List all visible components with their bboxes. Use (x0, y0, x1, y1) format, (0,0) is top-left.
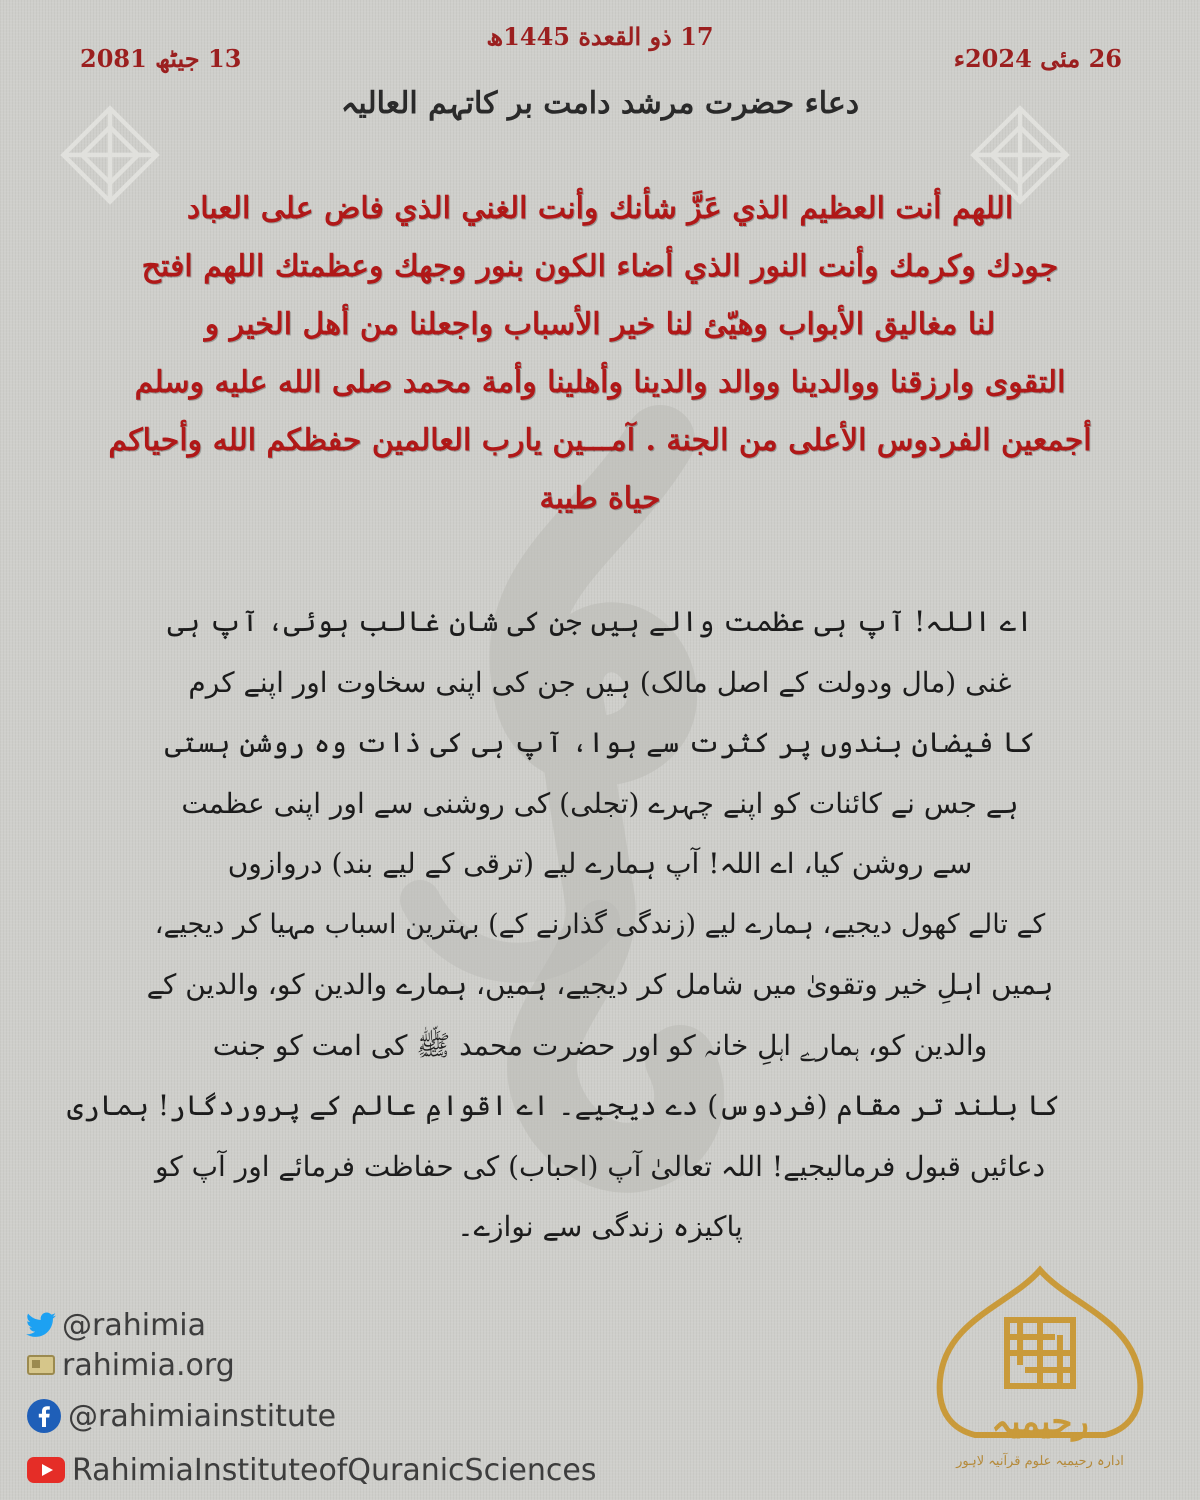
urdu-line: کا بلند تر مقام (فردوس) دے دیجیے۔ اے اقوامِ عالم کے پروردگار! ہماری (66, 1089, 1060, 1122)
page-title: دعاء حضرت مرشد دامت بر کاتہم العالیہ (340, 86, 860, 121)
gregorian-date: 26 مئی 2024ء (953, 44, 1122, 73)
facebook-link[interactable] (26, 1396, 336, 1436)
twitter-link[interactable] (26, 1305, 206, 1345)
urdu-line: کا فیضان بندوں پر کثرت سے ہوا، آپ ہی کی ذات وہ روشن ہستی (164, 726, 1036, 759)
arabic-line: جودك وكرمك وأنت النور الذي أضاء الكون بنور وجهك وعظمتك اللهم افتح (141, 249, 1059, 284)
youtube-channel: RahimiaInstituteofQuranicSciences (72, 1452, 597, 1488)
hijri-date: 17 ذو القعدة 1445ھ (486, 22, 714, 51)
svg-text:رحیمیہ: رحیمیہ (991, 1402, 1089, 1442)
youtube-link[interactable] (26, 1450, 596, 1490)
website-url: rahimia.org (62, 1347, 235, 1383)
youtube-icon (26, 1456, 66, 1484)
arabic-line: اللهم أنت العظيم الذي عَزَّ شأنك وأنت الغني الذي فاض على العباد (186, 191, 1014, 226)
arabic-dua (80, 180, 1120, 528)
logo-name (991, 1402, 1089, 1442)
rahimia-logo (915, 1265, 1165, 1495)
urdu-line: اے اللہ! آپ ہی عظمت والے ہیں جن کی شان غالب ہوئی، آپ ہی (167, 605, 1033, 638)
website-link[interactable] (26, 1345, 235, 1385)
arabic-line: حياة طيبة (539, 481, 661, 516)
arabic-line: أجمعين الفردوس الأعلى من الجنة . آمـــين يارب العالمين حفظكم الله وأحياكم (108, 423, 1092, 458)
arabic-line: لنا مغاليق الأبواب وهيّئ لنا خير الأسباب واجعلنا من أهل الخير و (204, 307, 996, 342)
twitter-icon (26, 1312, 56, 1338)
urdu-line: ہے جس نے کائنات کو اپنے چہرے (تجلی) کی روشنی سے اور اپنی عظمت (181, 786, 1019, 820)
urdu-line: پاکیزہ زندگی سے نوازے۔ (457, 1210, 743, 1243)
facebook-icon (26, 1398, 62, 1434)
twitter-handle: @rahimia (62, 1307, 207, 1343)
bikrami-date: 13 جیٹھ 2081 (80, 44, 242, 73)
web-icon (26, 1353, 56, 1377)
urdu-translation (66, 592, 1060, 1258)
facebook-handle: @rahimiainstitute (68, 1398, 337, 1434)
svg-text:ادارہ رحیمیہ علوم قرآنیہ لاہور: ادارہ رحیمیہ علوم قرآنیہ لاہور (956, 1454, 1124, 1469)
urdu-line: ہمیں اہلِ خیر وتقویٰ میں شامل کر دیجیے، ہمیں، ہمارے والدین کو، والدین کے (146, 968, 1054, 1001)
urdu-line: والدین کو، ہمارے اہلِ خانہ کو اور حضرت محمد ﷺ کی امت کو جنت (212, 1028, 988, 1062)
urdu-line: کے تالے کھول دیجیے، ہمارے لیے (زندگی گذارنے کے) بہترین اسباب مہیا کر دیجیے، (154, 908, 1046, 940)
arabic-line: التقوى وارزقنا ووالدينا ووالد والدينا وأهلينا وأمة محمد صلى الله عليه وسلم (134, 365, 1066, 400)
urdu-line: دعائیں قبول فرمالیجیے! اللہ تعالیٰ آپ (احباب) کی حفاظت فرمائے اور آپ کو (154, 1149, 1046, 1183)
urdu-line: سے روشن کیا، اے اللہ! آپ ہمارے لیے (ترقی کے لیے بند) دروازوں (227, 847, 973, 880)
urdu-line: غنی (مال ودولت کے اصل مالک) ہیں جن کی اپنی سخاوت اور اپنے کرم (188, 665, 1012, 699)
logo-subtitle (955, 1452, 1124, 1469)
